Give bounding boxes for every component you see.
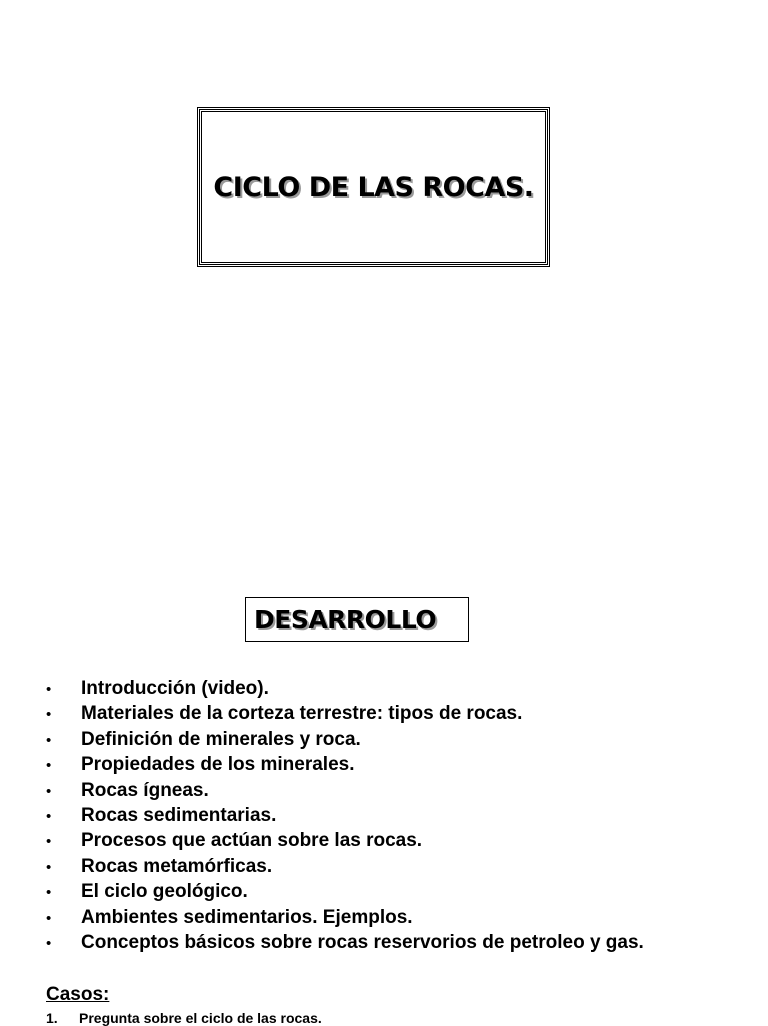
- list-item: [46, 881, 644, 906]
- list-item-text: Rocas sedimentarias.: [81, 804, 277, 826]
- list-item: [46, 703, 644, 728]
- bullet: •: [46, 858, 52, 876]
- bullet: •: [46, 884, 52, 902]
- list-item: [46, 830, 644, 855]
- title-box: [199, 109, 548, 265]
- list-item: [46, 805, 644, 830]
- case-text: Pregunta sobre el ciclo de las rocas.: [79, 1010, 322, 1026]
- case-number: 1.: [46, 1010, 58, 1026]
- topic-list: [46, 678, 644, 957]
- bullet: •: [46, 934, 52, 952]
- list-item: [46, 932, 644, 957]
- list-item-text: Conceptos básicos sobre rocas reservorios de petroleo y gas.: [81, 931, 644, 953]
- list-item: [46, 678, 644, 703]
- bullet: •: [46, 731, 52, 749]
- bullet: •: [46, 681, 52, 698]
- bullet: •: [46, 833, 52, 851]
- list-item-text: Rocas ígneas.: [81, 779, 209, 801]
- list-item-text: El ciclo geológico.: [81, 881, 248, 903]
- bullet: •: [46, 807, 52, 825]
- cases-heading: Casos:: [46, 984, 110, 1005]
- list-item-text: Materiales de la corteza terrestre: tipos de rocas.: [81, 703, 523, 725]
- list-item: [46, 780, 644, 805]
- section-heading-box: [245, 597, 469, 642]
- list-item-text: Definición de minerales y roca.: [81, 728, 361, 750]
- section-heading: DESARROLLO: [254, 605, 437, 634]
- list-item-text: Introducción (video).: [81, 678, 269, 699]
- bullet: •: [46, 909, 52, 927]
- list-item-text: Propiedades de los minerales.: [81, 754, 355, 776]
- list-item-text: Ambientes sedimentarios. Ejemplos.: [81, 906, 413, 928]
- list-item: [46, 856, 644, 881]
- list-item: [46, 754, 644, 779]
- document-title: CICLO DE LAS ROCAS.: [213, 171, 534, 203]
- bullet: •: [46, 757, 52, 775]
- list-item-text: Procesos que actúan sobre las rocas.: [81, 830, 423, 852]
- bullet: •: [46, 706, 52, 724]
- list-item: [46, 907, 644, 932]
- list-item-text: Rocas metamórficas.: [81, 855, 273, 877]
- bullet: •: [46, 782, 52, 800]
- list-item: [46, 729, 644, 754]
